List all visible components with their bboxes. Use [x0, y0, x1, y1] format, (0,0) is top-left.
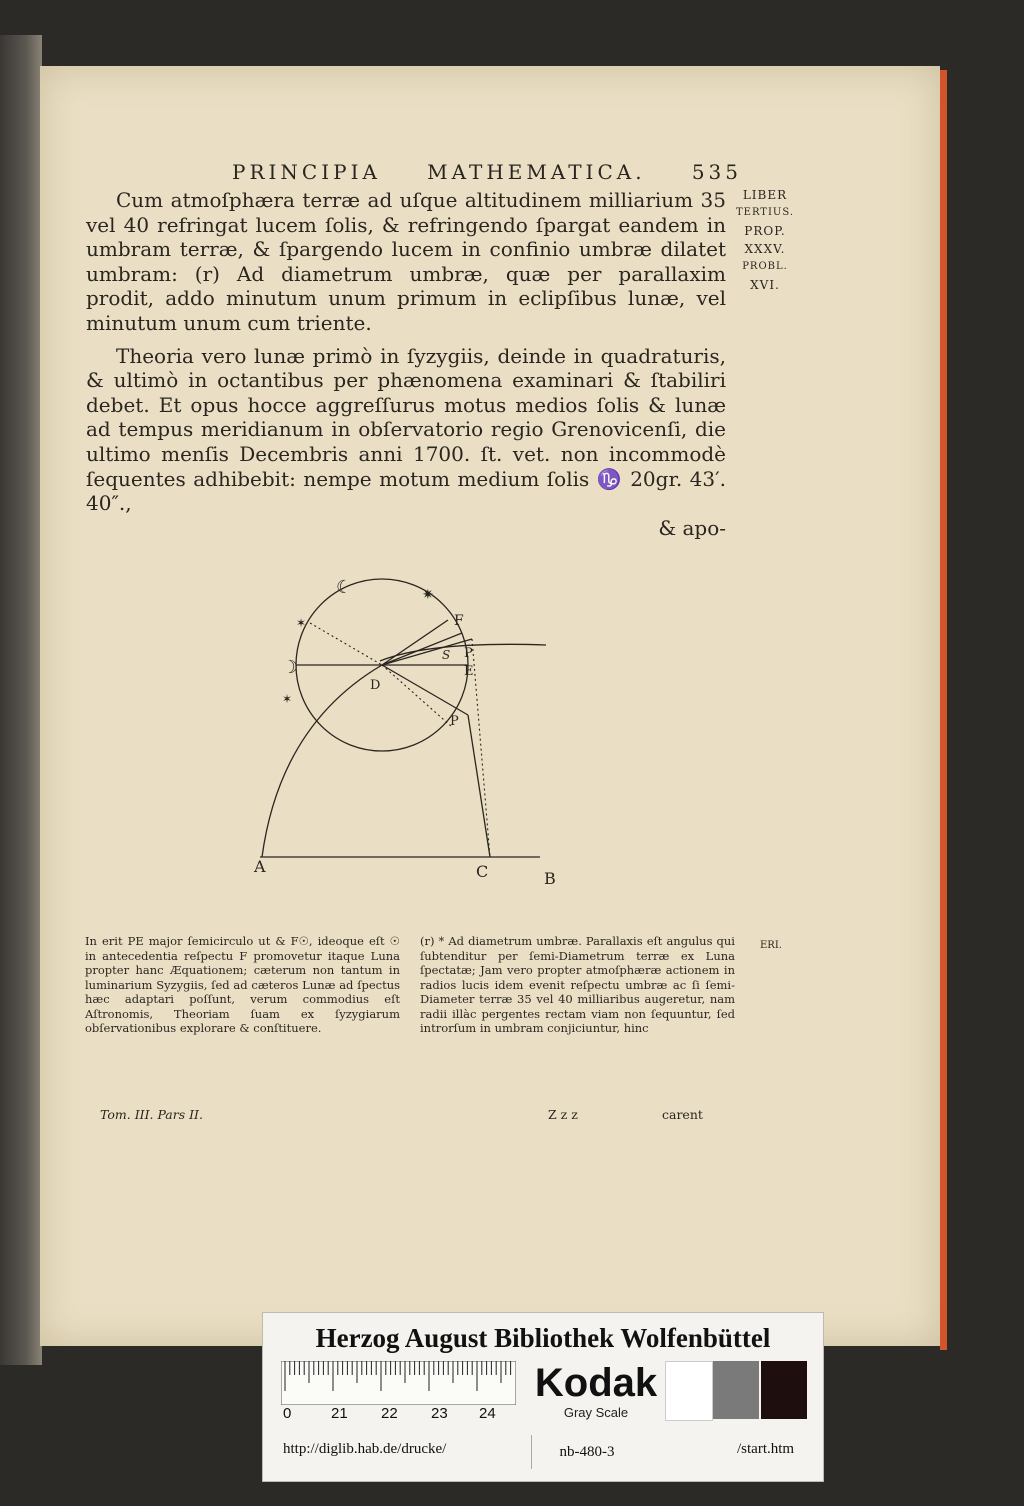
library-url: http://diglib.hab.de/drucke/ — [283, 1441, 447, 1457]
running-title-right: MATHEMATICA. — [427, 160, 646, 184]
footnote-right-text: (r) * Ad diametrum umbræ. Parallaxis eſt angulus qui ſubtenditur per ſemi-Diametrum terræ ex Luna ſpectatæ; Jam vero propter atmoſphæræ actionem in radios lucis idem evenit reſpectu umbræ ac ſi ſemi-Diameter terræ 35 vel 40 milliaribus augeretur, nam radii illàc pergentes rectam viam non ſequuntur, ſed introrſum in umbram conjiciuntur, hinc — [420, 934, 735, 1035]
footnote-right-column — [420, 934, 735, 1036]
label-first-quarter: ☾ — [336, 577, 353, 598]
ruler-scale — [281, 1361, 516, 1405]
paragraph-1: Cum atmoſphæra terræ ad uſque altitudinem milliarium 35 vel 40 refringat lucem ſolis, & refringendo ſpargat eandem in umbram terræ, & ſpargendo lucem in confinio umbræ dilatet umbram: (r) Ad diametrum umbræ, quæ per parallaxim prodit, addo minutum unum primum in eclipſibus lunæ, vel minutum unum cum triente. — [86, 188, 726, 335]
shelfmark-code: nb-480-3 — [531, 1435, 642, 1469]
label-f: F — [454, 613, 464, 629]
dotted-octant-1 — [310, 623, 382, 665]
page-number: 535 — [691, 160, 742, 184]
volume-note: Tom. III. Pars II. — [100, 1107, 203, 1122]
sun-icon: ✷ — [422, 587, 434, 603]
footnote-left-text: In erit PE major ſemicirculo ut & F☉, ideoque eſt ☉ in antecedentia reſpectu F promovetur itaque Luna propter hanc Æquationem; cæterum non tantum in luminarium Syzygiis, ſed ad cæteros Lunæ ad ſpectus hæc adaptari poſſunt, verum commodius eſt Aſtronomis, Theoriam ſuam ex ſyzygiarum obſervationibus explorare & conſtituere. — [85, 934, 400, 1035]
footnotes — [85, 934, 735, 1036]
gray-patch-white — [665, 1361, 713, 1421]
body-text — [86, 188, 726, 548]
ruler-number: 21 — [331, 1405, 348, 1422]
footnote-left-column — [85, 934, 400, 1036]
paragraph-2: Theoria vero lunæ primò in ſyzygiis, deinde in quadraturis, & ultimò in octantibus per phænomena examinari & ſtabiliri debet. Et opus hocce aggreſſurus motus medios ſolis & lunæ ad tempus meridianum in obſervatorio regio Grenovicenſi, die ultimo menſis Decembris anni 1700. ſt. vet. non incommodè ſequentes adhibebit: nempe motum medium ſolis ♑ 20gr. 43′. 40″., — [86, 343, 726, 516]
radius-to-p-upper — [382, 639, 472, 665]
page-edge-right — [940, 70, 947, 1350]
margin-note-line: XXXV. — [744, 242, 786, 256]
margin-note-line: PROP. — [744, 224, 786, 238]
radius-to-p-lower — [382, 665, 468, 715]
label-d: D — [370, 678, 381, 693]
margin-note-line: PROBL. — [742, 261, 788, 272]
ruler-numbers — [281, 1405, 516, 1425]
label-p-lower: P — [450, 714, 459, 729]
octant-star-icon: ✶ — [296, 616, 307, 630]
arc-a — [262, 665, 382, 857]
ruler-number: 0 — [283, 1405, 292, 1422]
octant-star-icon: ✶ — [282, 692, 293, 706]
book-edge-left — [0, 35, 42, 1365]
geometric-figure — [240, 575, 580, 895]
label-b: B — [544, 869, 556, 888]
footnote-margin-note: ERI. — [760, 940, 782, 951]
footnote-catchword: carent — [662, 1107, 703, 1122]
margin-note — [730, 186, 800, 294]
label-p-upper: P — [464, 646, 473, 661]
label-s: S — [442, 648, 451, 662]
margin-note-line: XVI. — [750, 278, 780, 292]
ruler-number: 23 — [431, 1405, 448, 1422]
running-title-left: PRINCIPIA — [232, 160, 381, 184]
ruler-number: 22 — [381, 1405, 398, 1422]
dotted-vertical — [472, 639, 490, 857]
dotted-octant-2 — [382, 665, 452, 727]
gray-scale-label: Gray Scale — [563, 1405, 629, 1420]
margin-note-line: LIBER — [742, 188, 788, 202]
label-last-quarter: ☽ — [282, 657, 299, 678]
label-e: E — [464, 664, 474, 679]
ruler-number: 24 — [479, 1405, 496, 1422]
start-link: /start.htm — [737, 1441, 795, 1457]
label-a: A — [254, 857, 266, 876]
calibration-title: Herzog August Bibliothek Wolfenbüttel — [315, 1323, 771, 1353]
gray-patch-mid — [713, 1361, 759, 1419]
margin-note-line: TERTIUS. — [735, 207, 795, 218]
kodak-logo: Kodak — [534, 1361, 658, 1405]
line-p-to-c — [468, 715, 490, 857]
calibration-card — [262, 1312, 824, 1482]
catchword: & apo- — [658, 515, 726, 540]
label-c: C — [476, 862, 489, 881]
gray-patch-dark — [761, 1361, 807, 1419]
running-header — [232, 160, 742, 184]
printer-signature: Z z z — [548, 1107, 578, 1122]
